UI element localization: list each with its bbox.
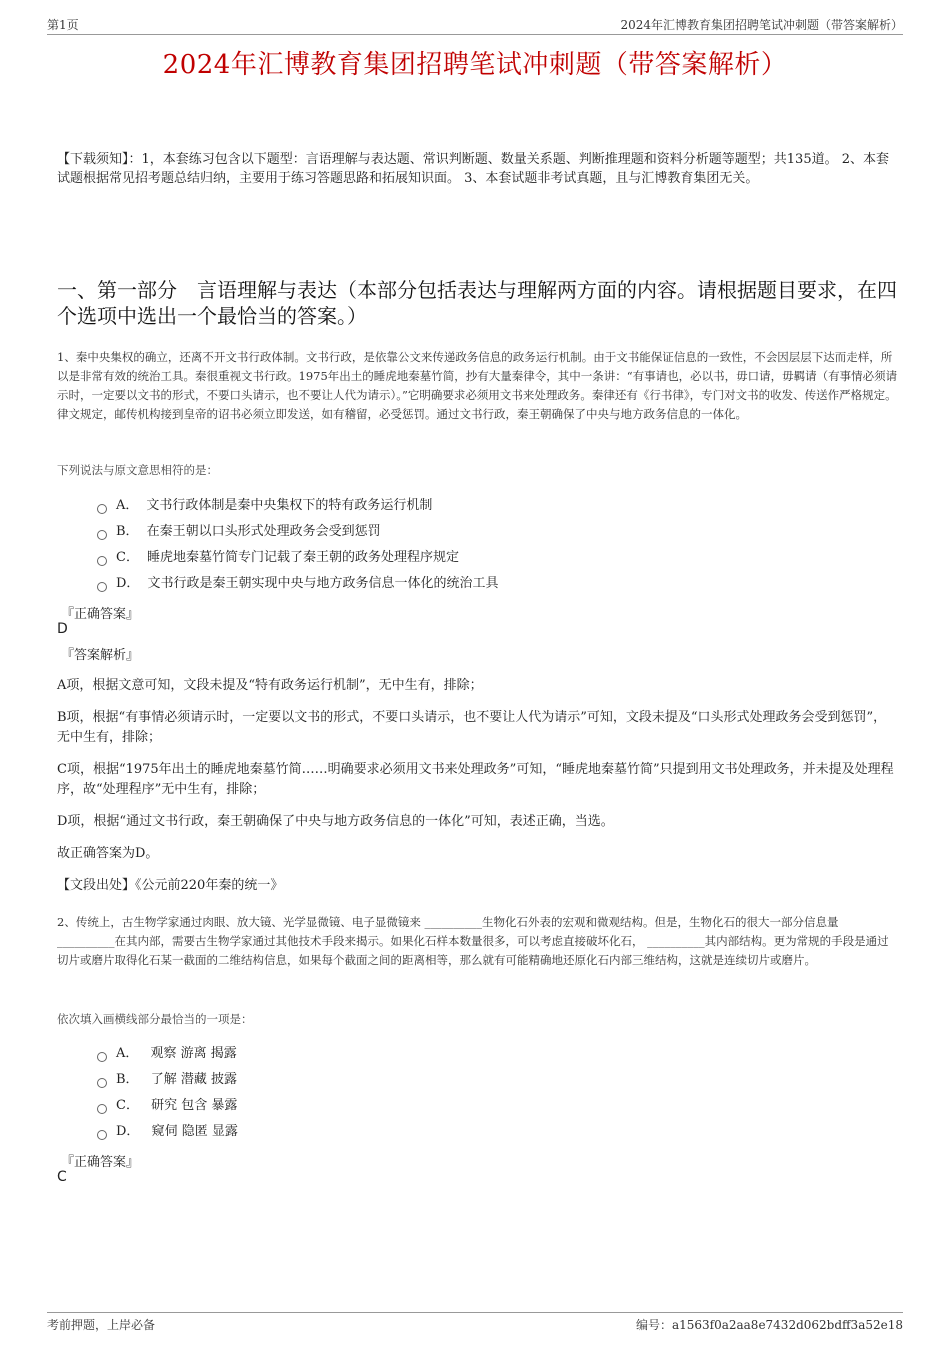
footer-slogan: 考前押题，上岸必备 bbox=[47, 1318, 156, 1332]
radio-button[interactable] bbox=[97, 582, 107, 592]
question-1-options bbox=[97, 493, 877, 597]
option-letter: A． bbox=[116, 1046, 139, 1061]
question-2-answer: C bbox=[57, 1169, 67, 1185]
analysis-option-d: D项，根据“通过文书行政，秦王朝确保了中央与地方政务信息的一体化”可知，表述正确，当选。 bbox=[57, 814, 614, 829]
question-2-text: 2、传统上，古生物学家通过肉眼、放大镜、光学显微镜、电子显微镜来 __________生物化石外表的宏观和微观结构。但是，生物化石的很大一部分信息量 __________在其内部，需要古生物学家通过其他技术手段来揭示。如果化石样本数量很多，可以考虑直接破坏化石， __________其内部结构。更为常规的手段是通过切片或磨片取得化石某一截面的二维结构信息，如果每个截面之间的距离相等，那么就有可能精确地还原化石内部三维结构，这就是连续切片或磨片。 bbox=[57, 915, 889, 967]
page-number: 第1页 bbox=[47, 18, 79, 32]
question-2-prompt: 依次填入画横线部分最恰当的一项是： bbox=[57, 1012, 253, 1026]
option-letter: A． bbox=[116, 498, 139, 513]
option-text: 文书行政体制是秦中央集权下的特有政务运行机制 bbox=[146, 498, 433, 513]
page-header bbox=[47, 14, 903, 35]
question-1-analysis-label: 『答案解析』 bbox=[61, 648, 140, 663]
option-letter: D． bbox=[116, 1124, 140, 1139]
option-text: 了解 潜藏 披露 bbox=[146, 1072, 237, 1087]
radio-button[interactable] bbox=[97, 530, 107, 540]
option-letter: D． bbox=[116, 576, 140, 591]
question-1-answer: D bbox=[57, 621, 68, 637]
radio-button[interactable] bbox=[97, 1078, 107, 1088]
analysis-option-a: A项，根据文意可知，文段未提及“特有政务运行机制”，无中生有，排除； bbox=[57, 678, 483, 693]
option-text: 观察 游离 揭露 bbox=[146, 1046, 237, 1061]
option-text: 窥伺 隐匿 显露 bbox=[147, 1124, 238, 1139]
radio-button[interactable] bbox=[97, 1052, 107, 1062]
question-1-prompt: 下列说法与原文意思相符的是： bbox=[57, 463, 218, 477]
radio-button[interactable] bbox=[97, 1104, 107, 1114]
question-1-text: 1、秦中央集权的确立，还离不开文书行政体制。文书行政，是依靠公文来传递政务信息的政务运行机制。由于文书能保证信息的一致性，不会因层层下达而走样，所以是非常有效的统治工具。秦很重视文书行政。1975年出土的睡虎地秦墓竹简，抄有大量秦律令，其中一条讲：“有事请也，必以书，毋口请，毋羁请（有事情必须请示时，一定要以文书的形式，不要口头请示，也不要让人代为请示）。”它明确要求必须用文书来处理政务。秦律还有《行书律》，专门对文书的收发、传送作严格规定。律文规定，邮传机构接到皇帝的诏书必须立即发送，如有稽留，必受惩罚。通过文书行政，秦王朝确保了中央与地方政务信息的一体化。 bbox=[57, 350, 898, 421]
option-text: 睡虎地秦墓竹简专门记载了秦王朝的政务处理程序规定 bbox=[146, 550, 459, 565]
radio-button[interactable] bbox=[97, 556, 107, 566]
page-footer bbox=[47, 1312, 903, 1333]
question-2-option-b[interactable] bbox=[97, 1067, 877, 1093]
footer-serial: 编号：a1563f0a2aa8e7432d062bdff3a52e18 bbox=[635, 1318, 903, 1332]
option-text: 在秦王朝以口头形式处理政务会受到惩罚 bbox=[146, 524, 381, 539]
question-1-option-d[interactable] bbox=[97, 571, 877, 597]
question-1-option-c[interactable] bbox=[97, 545, 877, 571]
question-1-answer-label: 『正确答案』 bbox=[61, 607, 140, 622]
page-title: 2024年汇博教育集团招聘笔试冲刺题（带答案解析） bbox=[162, 50, 788, 80]
analysis-source: 【文段出处】《公元前220年秦的统一》 bbox=[57, 878, 284, 893]
question-2-answer-label: 『正确答案』 bbox=[61, 1155, 140, 1170]
download-notice: 【下载须知】：1，本套练习包含以下题型：言语理解与表达题、常识判断题、数量关系题、判断推理题和资料分析题等题型；共135道。 2、本套试题根据常见招考题总结归纳，主要用于练习答题思路和拓展知识面。 3、本套试题非考试真题，且与汇博教育集团无关。 bbox=[57, 152, 889, 186]
question-1-option-a[interactable] bbox=[97, 493, 877, 519]
question-1-analysis bbox=[57, 676, 899, 896]
question-2-option-d[interactable] bbox=[97, 1119, 877, 1145]
option-letter: C． bbox=[116, 1098, 139, 1113]
option-letter: B． bbox=[116, 1072, 139, 1087]
analysis-option-c: C项，根据“1975年出土的睡虎地秦墓竹简……明确要求必须用文书来处理政务”可知，“睡虎地秦墓竹简”只提到用文书处理政务，并未提及处理程序，故“处理程序”无中生有，排除； bbox=[57, 762, 894, 797]
option-text: 文书行政是秦王朝实现中央与地方政务信息一体化的统治工具 bbox=[147, 576, 499, 591]
question-2-option-a[interactable] bbox=[97, 1041, 877, 1067]
radio-button[interactable] bbox=[97, 504, 107, 514]
header-doc-title: 2024年汇博教育集团招聘笔试冲刺题（带答案解析） bbox=[620, 18, 903, 32]
analysis-conclusion: 故正确答案为D。 bbox=[57, 846, 159, 861]
analysis-option-b: B项，根据“有事情必须请示时，一定要以文书的形式，不要口头请示，也不要让人代为请示”可知，文段未提及“口头形式处理政务会受到惩罚”，无中生有，排除； bbox=[57, 710, 887, 745]
option-text: 研究 包含 暴露 bbox=[146, 1098, 238, 1113]
radio-button[interactable] bbox=[97, 1130, 107, 1140]
option-letter: B． bbox=[116, 524, 139, 539]
question-2-option-c[interactable] bbox=[97, 1093, 877, 1119]
section-title: 一、第一部分 言语理解与表达（本部分包括表达与理解两方面的内容。请根据题目要求，在四个选项中选出一个最恰当的答案。） bbox=[57, 278, 897, 328]
option-letter: C． bbox=[116, 550, 139, 565]
question-2-options bbox=[97, 1041, 877, 1145]
question-1-option-b[interactable] bbox=[97, 519, 877, 545]
